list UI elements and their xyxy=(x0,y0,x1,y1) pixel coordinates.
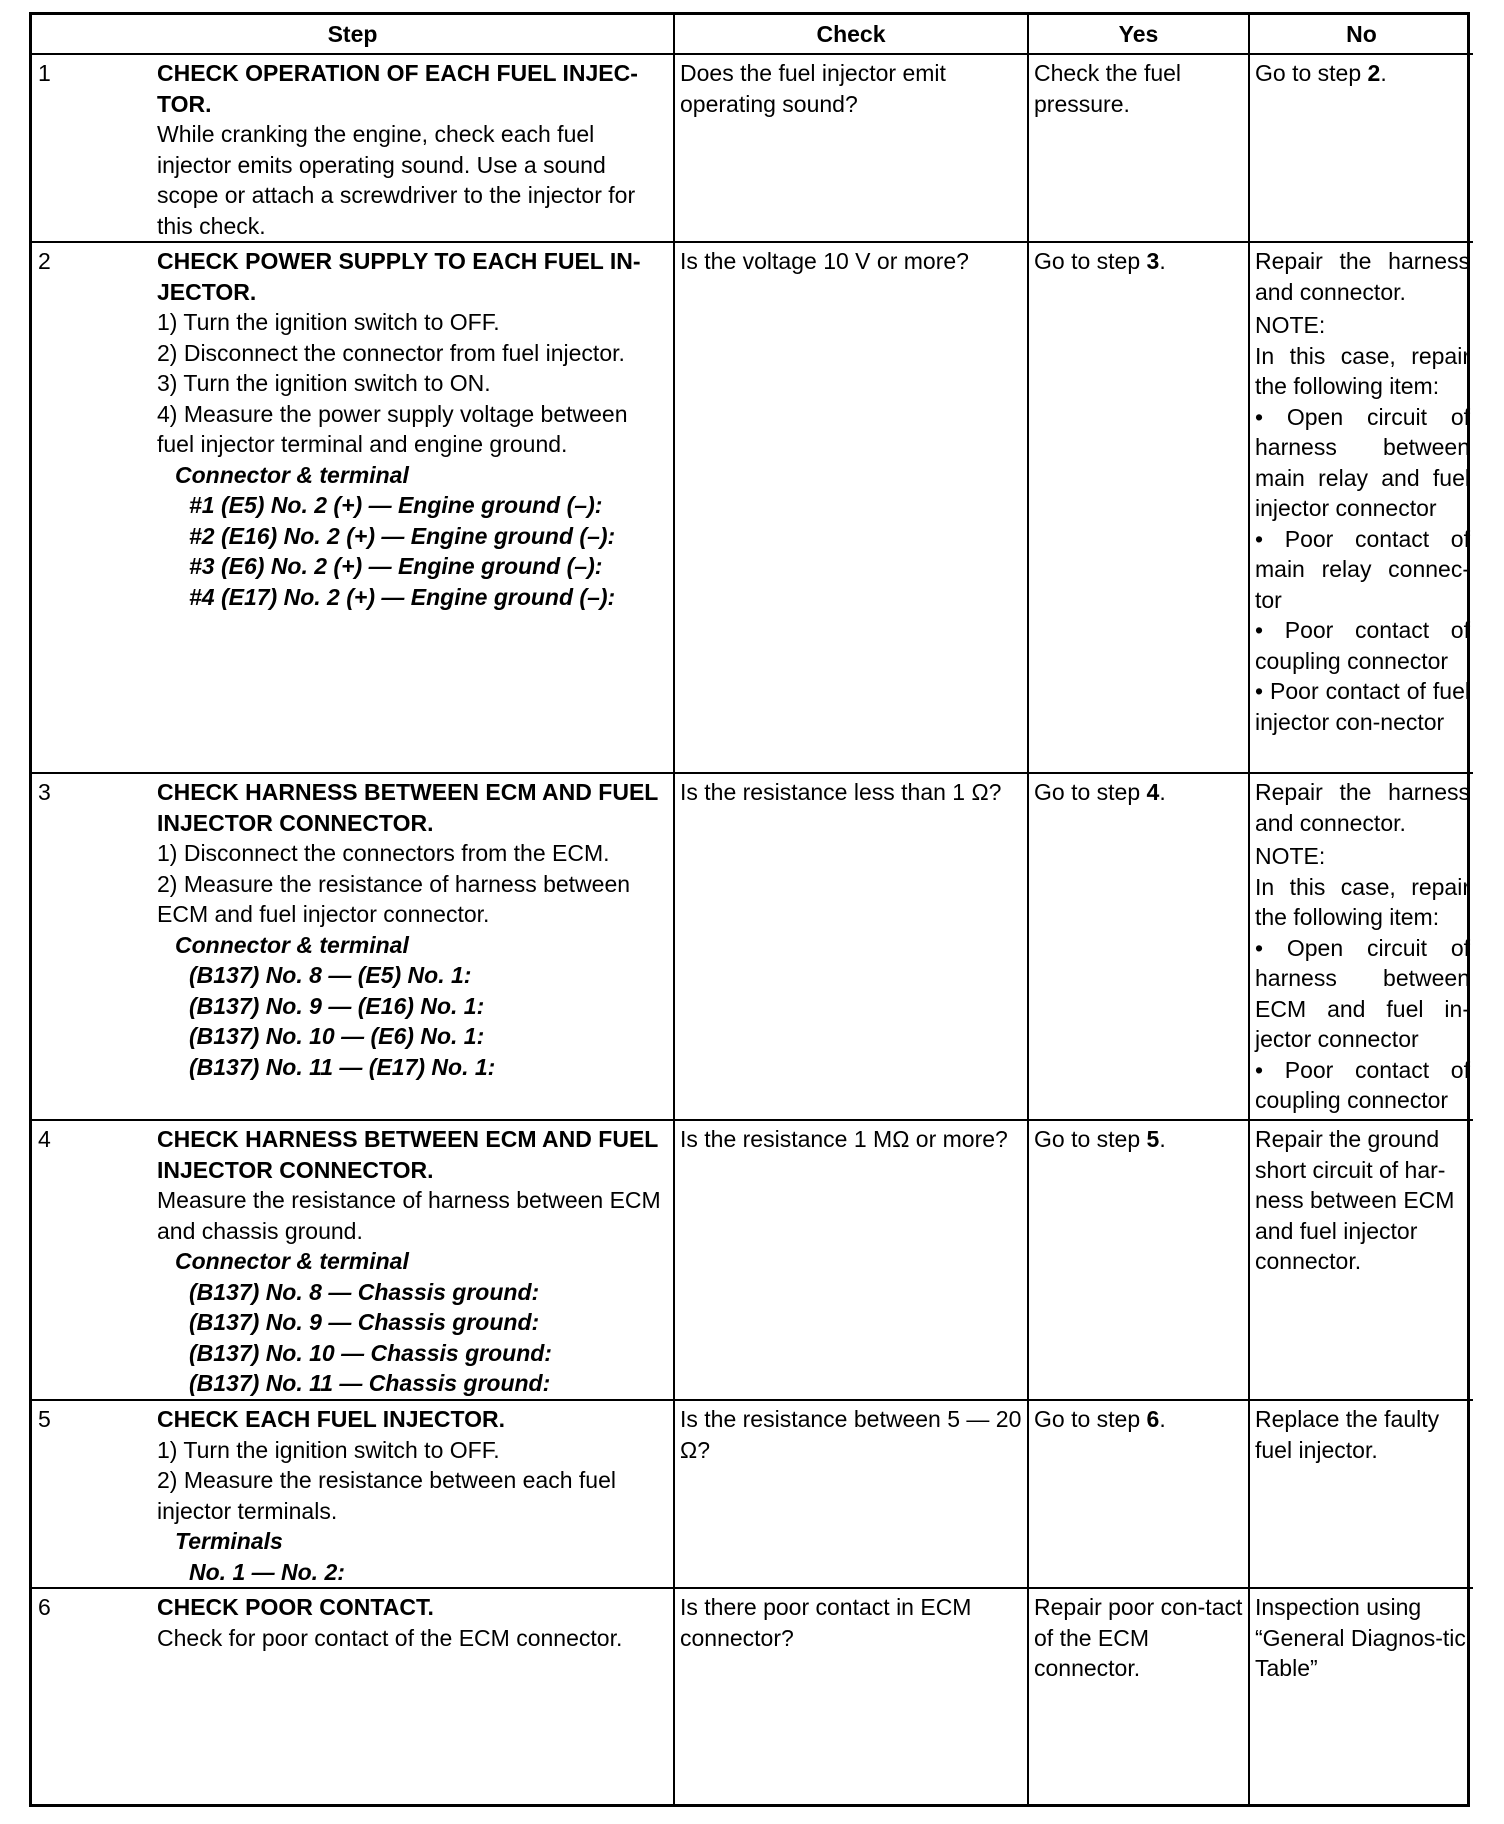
step-text: 1) Turn the ignition switch to OFF. xyxy=(157,1436,500,1463)
note-item: • Open circuit of harness between main relay and fuel injector connector xyxy=(1255,403,1470,521)
step-description xyxy=(149,1588,674,1804)
note-item: • Poor contact of main relay connec-tor xyxy=(1255,525,1470,613)
yes-action: Check the fuel pressure. xyxy=(1028,54,1249,242)
no-text: Go to step xyxy=(1255,60,1368,86)
terminal-spec: (B137) No. 11 — Chassis ground: xyxy=(189,1370,551,1396)
step-text: While cranking the engine, check each fuel injector emits operating sound. Use a sound scope or attach a screwdriver to the injector for this check. xyxy=(157,121,636,239)
header-step: Step xyxy=(32,15,674,54)
step-link: 3 xyxy=(1146,248,1160,274)
check-question: Does the fuel injector emit operating sound? xyxy=(674,54,1028,242)
step-text: 1) Turn the ignition switch to OFF. xyxy=(157,309,500,335)
terminal-spec: #1 (E5) No. 2 (+) — Engine ground (–): xyxy=(189,492,603,518)
no-text: Repair the harness and connector. xyxy=(1255,248,1470,305)
header-check: Check xyxy=(674,15,1028,54)
step-number: 4 xyxy=(32,1120,149,1400)
no-text: Repair the harness and connector. xyxy=(1255,779,1470,836)
step-text: 2) Measure the resistance of harness between ECM and fuel injector connector. xyxy=(157,870,631,927)
step-text: 2) Disconnect the connector from fuel injector. xyxy=(157,339,625,366)
terminal-spec: (B137) No. 9 — Chassis ground: xyxy=(189,1309,540,1335)
table-row xyxy=(32,54,1473,242)
yes-action xyxy=(1028,773,1249,1120)
step-text: 3) Turn the ignition switch to ON. xyxy=(157,370,491,396)
no-action: Inspection using “General Diagnos-tic Table” xyxy=(1249,1588,1473,1804)
terminal-heading: Connector & terminal xyxy=(175,1248,409,1274)
terminal-spec: (B137) No. 10 — Chassis ground: xyxy=(189,1339,552,1366)
terminal-heading: Connector & terminal xyxy=(175,931,409,958)
check-question: Is the resistance 1 MΩ or more? xyxy=(674,1120,1028,1400)
yes-text-end: . xyxy=(1159,1126,1166,1152)
terminal-spec: #4 (E17) No. 2 (+) — Engine ground (–): xyxy=(189,583,616,610)
note-item: • Open circuit of harness between ECM and fuel in-jector connector xyxy=(1255,934,1470,1052)
yes-text-end: . xyxy=(1159,779,1166,805)
no-action: Replace the faulty fuel injector. xyxy=(1249,1400,1473,1588)
no-action xyxy=(1249,54,1473,242)
check-question: Is there poor contact in ECM connector? xyxy=(674,1588,1028,1804)
step-link: 6 xyxy=(1146,1406,1160,1432)
step-number: 1 xyxy=(32,54,149,242)
no-action xyxy=(1249,242,1473,773)
yes-text-end: . xyxy=(1159,248,1166,274)
step-title: CHECK POOR CONTACT. xyxy=(157,1594,434,1620)
step-title: CHECK HARNESS BETWEEN ECM AND FUEL INJECTOR CONNECTOR. xyxy=(157,779,658,836)
step-link: 4 xyxy=(1146,779,1160,805)
step-number: 3 xyxy=(32,773,149,1120)
diagnostic-steps-table xyxy=(32,15,1473,1804)
yes-text: Go to step xyxy=(1034,248,1147,274)
no-text-end: . xyxy=(1380,60,1387,86)
terminal-spec: (B137) No. 8 — Chassis ground: xyxy=(189,1278,540,1305)
step-title: CHECK HARNESS BETWEEN ECM AND FUEL INJECTOR CONNECTOR. xyxy=(157,1126,658,1183)
table-row xyxy=(32,1588,1473,1804)
terminal-spec: No. 1 — No. 2: xyxy=(189,1558,345,1585)
step-number: 2 xyxy=(32,242,149,773)
check-question: Is the resistance between 5 — 20 Ω? xyxy=(674,1400,1028,1588)
terminal-spec: #2 (E16) No. 2 (+) — Engine ground (–): xyxy=(189,522,616,549)
terminal-heading: Terminals xyxy=(175,1528,283,1554)
no-action xyxy=(1249,773,1473,1120)
step-text: 4) Measure the power supply voltage between fuel injector terminal and engine ground. xyxy=(157,400,628,457)
note-item: • Poor contact of coupling connector xyxy=(1255,1056,1470,1113)
step-description xyxy=(149,242,674,773)
note-intro: In this case, repair the following item: xyxy=(1255,873,1470,930)
terminal-spec: (B137) No. 9 — (E16) No. 1: xyxy=(189,992,485,1019)
step-description xyxy=(149,54,674,242)
diagnostic-table xyxy=(29,12,1470,1807)
terminal-spec: #3 (E6) No. 2 (+) — Engine ground (–): xyxy=(189,553,603,579)
check-question: Is the voltage 10 V or more? xyxy=(674,242,1028,773)
step-text: 1) Disconnect the connectors from the ECM. xyxy=(157,840,610,866)
step-number: 6 xyxy=(32,1588,149,1804)
terminal-spec: (B137) No. 8 — (E5) No. 1: xyxy=(189,962,472,988)
yes-action xyxy=(1028,242,1249,773)
step-link: 5 xyxy=(1146,1126,1160,1152)
step-text: Measure the resistance of harness between ECM and chassis ground. xyxy=(157,1187,661,1244)
step-title: CHECK POWER SUPPLY TO EACH FUEL IN-JECTOR. xyxy=(157,248,641,305)
table-row xyxy=(32,1400,1473,1588)
step-text: Check for poor contact of the ECM connector. xyxy=(157,1624,623,1651)
step-link: 2 xyxy=(1367,60,1381,86)
step-text: 2) Measure the resistance between each fuel injector terminals. xyxy=(157,1467,616,1524)
terminal-spec: (B137) No. 11 — (E17) No. 1: xyxy=(189,1053,496,1080)
note-item: • Poor contact of coupling connector xyxy=(1255,617,1470,674)
step-number: 5 xyxy=(32,1400,149,1588)
no-action: Repair the ground short circuit of har-ness between ECM and fuel injector connector. xyxy=(1249,1120,1473,1400)
step-description xyxy=(149,773,674,1120)
yes-action xyxy=(1028,1120,1249,1400)
table-row xyxy=(32,773,1473,1120)
yes-text-end: . xyxy=(1159,1406,1166,1432)
header-no: No xyxy=(1249,15,1473,54)
step-description xyxy=(149,1120,674,1400)
note-item: • Poor contact of fuel injector con-nector xyxy=(1255,678,1470,735)
yes-text: Go to step xyxy=(1034,1406,1147,1432)
note-label: NOTE: xyxy=(1255,843,1326,869)
header-yes: Yes xyxy=(1028,15,1249,54)
check-question: Is the resistance less than 1 Ω? xyxy=(674,773,1028,1120)
terminal-spec: (B137) No. 10 — (E6) No. 1: xyxy=(189,1023,485,1049)
step-title: CHECK EACH FUEL INJECTOR. xyxy=(157,1406,506,1432)
yes-text: Go to step xyxy=(1034,779,1147,805)
table-row xyxy=(32,242,1473,773)
note-intro: In this case, repair the following item: xyxy=(1255,342,1470,399)
yes-action xyxy=(1028,1400,1249,1588)
table-row xyxy=(32,1120,1473,1400)
note-label: NOTE: xyxy=(1255,312,1326,338)
yes-text: Go to step xyxy=(1034,1126,1147,1152)
yes-action: Repair poor con-tact of the ECM connector. xyxy=(1028,1588,1249,1804)
step-title: CHECK OPERATION OF EACH FUEL INJEC-TOR. xyxy=(157,60,638,117)
header-row xyxy=(32,15,1473,54)
step-description xyxy=(149,1400,674,1588)
terminal-heading: Connector & terminal xyxy=(175,461,409,488)
